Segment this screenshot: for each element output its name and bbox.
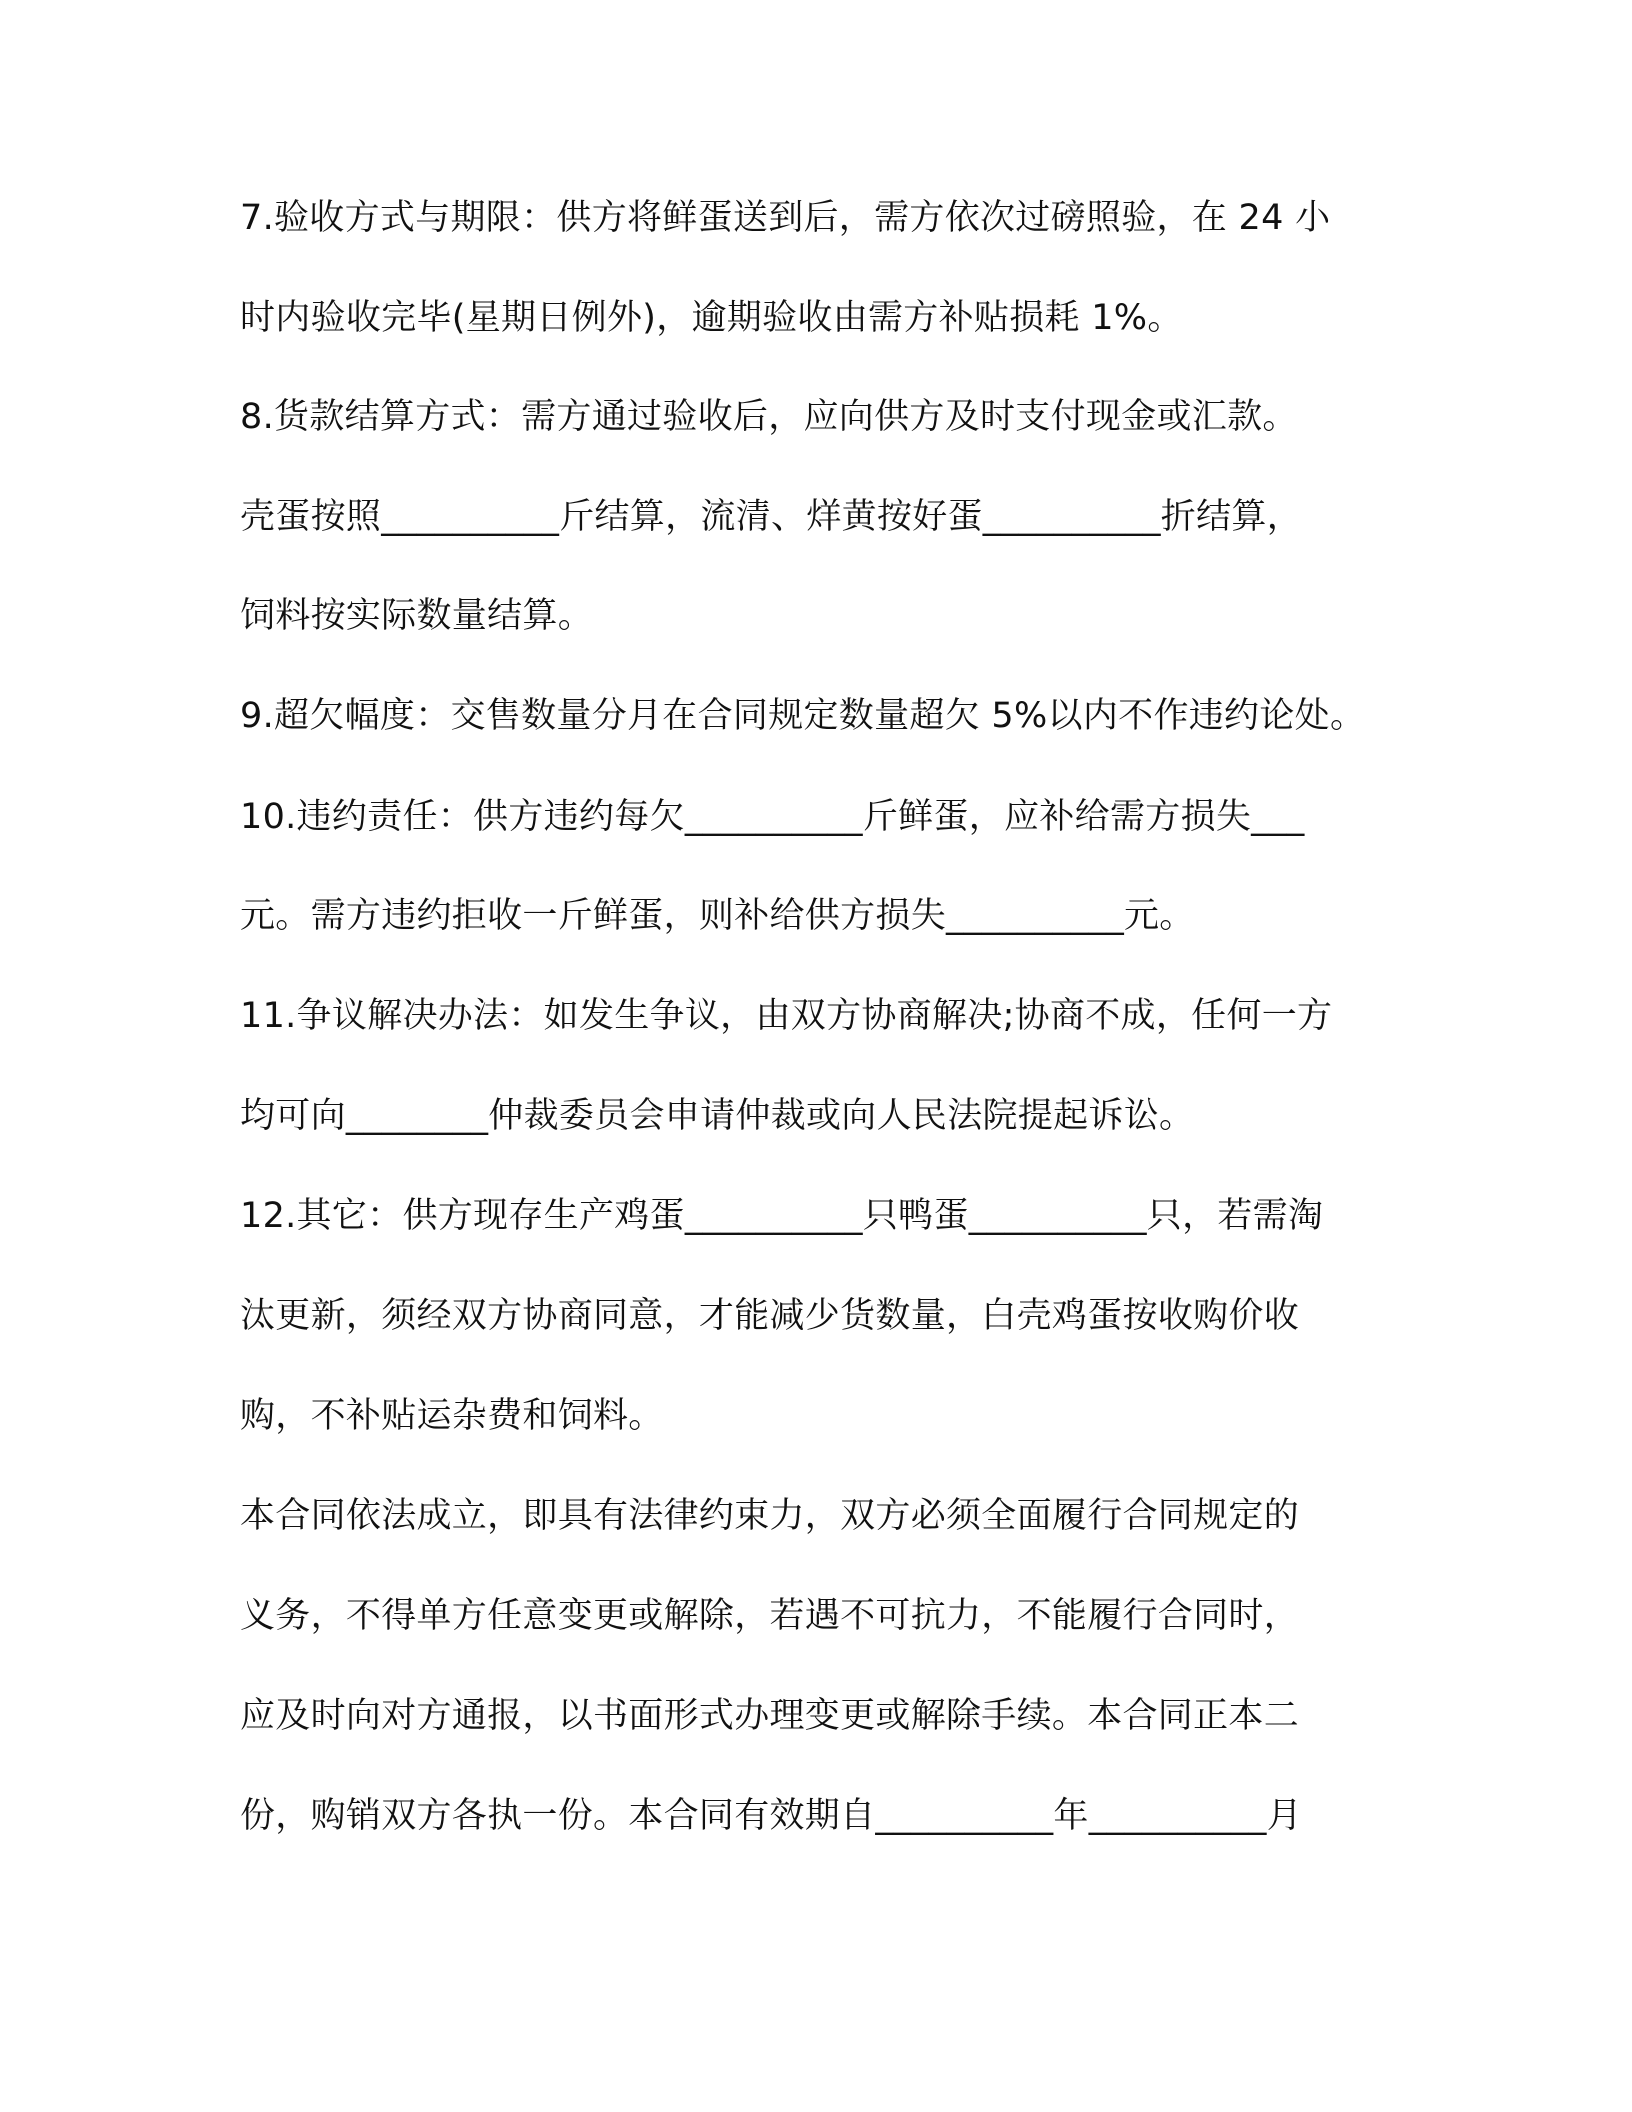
text-line: 汰更新，须经双方协商同意，才能减少货数量，白壳鸡蛋按收购价收 <box>240 1296 1300 1336</box>
text-line: 12.其它：供方现存生产鸡蛋__________只鸭蛋__________只，若需淘 <box>240 1196 1324 1236</box>
text-line: 均可向________仲裁委员会申请仲裁或向人民法院提起诉讼。 <box>240 1096 1195 1136</box>
text-line: 份，购销双方各执一份。本合同有效期自__________年__________月 <box>240 1796 1303 1836</box>
text-line: 元。需方违约拒收一斤鲜蛋，则补给供方损失__________元。 <box>240 896 1195 936</box>
text-line: 时内验收完毕(星期日例外)，逾期验收由需方补贴损耗 1%。 <box>240 298 1183 338</box>
text-line: 7.验收方式与期限：供方将鲜蛋送到后，需方依次过磅照验，在 24 小 <box>240 198 1331 238</box>
text-line: 应及时向对方通报，以书面形式办理变更或解除手续。本合同正本二 <box>240 1696 1300 1736</box>
text-line: 饲料按实际数量结算。 <box>240 596 594 636</box>
text-line: 义务，不得单方任意变更或解除，若遇不可抗力，不能履行合同时， <box>240 1596 1300 1636</box>
text-line: 8.货款结算方式：需方通过验收后，应向供方及时支付现金或汇款。 <box>240 397 1298 437</box>
text-line: 购，不补贴运杂费和饲料。 <box>240 1396 664 1436</box>
text-line: 9.超欠幅度：交售数量分月在合同规定数量超欠 5%以内不作违约论处。 <box>240 696 1366 736</box>
text-line: 11.争议解决办法：如发生争议，由双方协商解决;协商不成，任何一方 <box>240 996 1333 1036</box>
text-line: 10.违约责任：供方违约每欠__________斤鲜蛋，应补给需方损失___ <box>240 797 1305 837</box>
text-line: 本合同依法成立，即具有法律约束力，双方必须全面履行合同规定的 <box>240 1496 1300 1536</box>
text-line: 壳蛋按照__________斤结算，流清、烊黄按好蛋__________折结算， <box>240 497 1303 537</box>
